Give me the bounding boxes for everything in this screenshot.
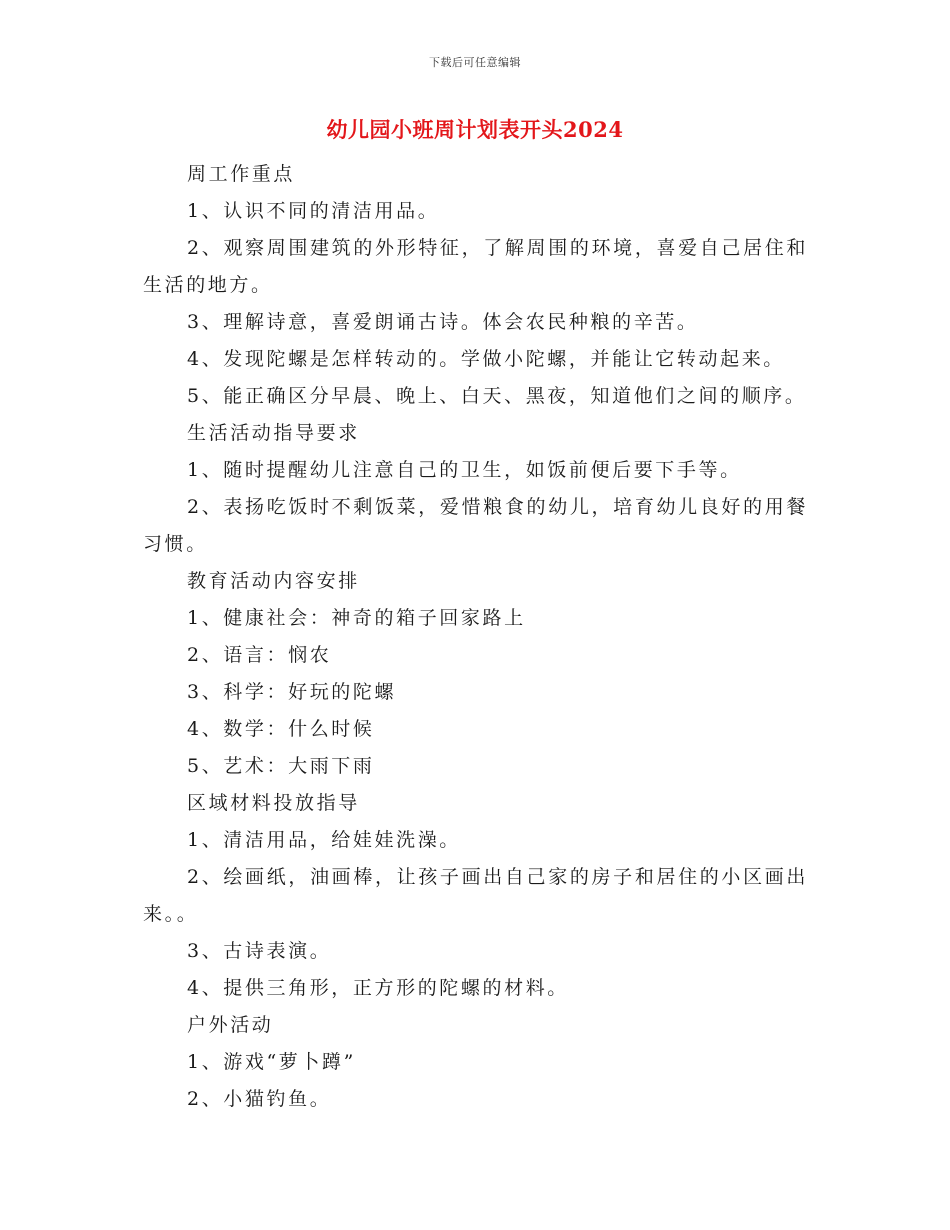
education-activity-item: 3、科学：好玩的陀螺 <box>187 681 397 703</box>
education-activity-item: 2、语言：悯农 <box>187 644 332 666</box>
life-guidance-item: 1、随时提醒幼儿注意自己的卫生，如饭前便后要下手等。 <box>187 459 742 481</box>
education-activity-item: 5、艺术：大雨下雨 <box>187 755 375 777</box>
education-activity-item: 4、数学：什么时候 <box>187 718 375 740</box>
section-heading-outdoor: 户外活动 <box>187 1014 274 1036</box>
section-heading-weekly-focus: 周工作重点 <box>187 163 296 185</box>
weekly-focus-item: 2、观察周围建筑的外形特征，了解周围的环境，喜爱自己居住和生活的地方。 <box>143 237 808 296</box>
weekly-focus-item: 3、理解诗意，喜爱朗诵古诗。体会农民种粮的辛苦。 <box>187 311 699 333</box>
header-note: 下载后可任意编辑 <box>429 56 521 69</box>
weekly-focus-item: 5、能正确区分早晨、晚上、白天、黑夜，知道他们之间的顺序。 <box>187 385 807 407</box>
weekly-focus-item: 1、认识不同的清洁用品。 <box>187 200 440 222</box>
life-guidance-item: 2、表扬吃饭时不剩饭菜，爱惜粮食的幼儿，培育幼儿良好的用餐习惯。 <box>143 496 808 555</box>
area-material-item: 2、绘画纸，油画棒，让孩子画出自己家的房子和居住的小区画出来。。 <box>143 866 808 925</box>
outdoor-item: 2、小猫钓鱼。 <box>187 1088 332 1110</box>
area-material-item: 3、古诗表演。 <box>187 940 332 962</box>
section-heading-life-guidance: 生活活动指导要求 <box>187 422 360 444</box>
weekly-focus-item: 4、发现陀螺是怎样转动的。学做小陀螺，并能让它转动起来。 <box>187 348 785 370</box>
document-body <box>143 156 808 1118</box>
area-material-item: 4、提供三角形，正方形的陀螺的材料。 <box>187 977 569 999</box>
area-material-item: 1、清洁用品，给娃娃洗澡。 <box>187 829 461 851</box>
document-title: 幼儿园小班周计划表开头2024 <box>326 117 624 142</box>
section-heading-area-materials: 区域材料投放指导 <box>187 792 360 814</box>
outdoor-item: 1、游戏“萝卜蹲” <box>187 1051 356 1073</box>
section-heading-education-activities: 教育活动内容安排 <box>187 570 360 592</box>
education-activity-item: 1、健康社会：神奇的箱子回家路上 <box>187 607 526 629</box>
